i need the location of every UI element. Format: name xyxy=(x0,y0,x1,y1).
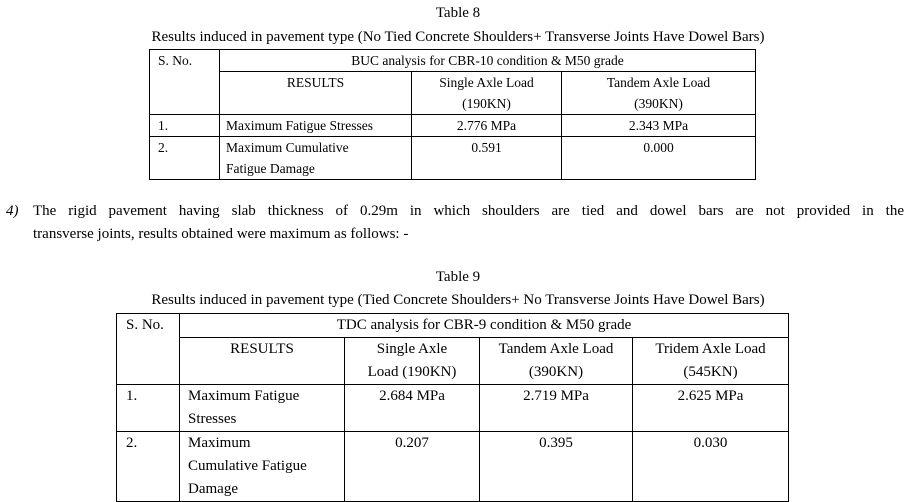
table-row xyxy=(117,338,789,385)
results-header: RESULTS xyxy=(180,338,345,385)
column-header-line: Tandem Axle Load xyxy=(606,75,711,90)
results-header: RESULTS xyxy=(220,72,412,115)
sno-header: S. No. xyxy=(150,50,220,115)
row-label-line: Stresses xyxy=(188,411,237,427)
paragraph-line: transverse joints, results obtained were maximum as follows: - xyxy=(33,226,409,242)
table-9-title: Table 9 xyxy=(435,269,481,285)
table-cell: 0.395 xyxy=(480,432,633,502)
row-label-line: Damage xyxy=(188,481,238,497)
column-header-line: (545KN) xyxy=(683,364,738,380)
table-row xyxy=(150,50,756,72)
table-8-title: Table 8 xyxy=(435,5,481,21)
row-label-line: Maximum Fatigue xyxy=(188,388,300,404)
row-number: 2. xyxy=(150,137,220,180)
table-9 xyxy=(116,313,789,502)
row-number: 1. xyxy=(117,385,180,432)
table-9-caption: Results induced in pavement type (Tied Concrete Shoulders+ No Transverse Joints Have Dowel Bars) xyxy=(151,292,765,308)
row-number: 1. xyxy=(150,115,220,137)
row-label-line: Maximum Cumulative xyxy=(226,140,349,155)
paragraph-line: The rigid pavement having slab thickness of 0.29m in which shoulders are tied and dowel bars are not provided in the xyxy=(33,203,904,219)
column-header-line: (390KN) xyxy=(634,96,683,111)
table-row xyxy=(117,432,789,502)
column-header xyxy=(633,338,789,385)
table-cell: 2.343 MPa xyxy=(562,115,756,137)
paragraph-number: 4) xyxy=(6,203,19,219)
table-row xyxy=(150,72,756,115)
table-cell: 0.000 xyxy=(562,137,756,180)
column-header-line: Single Axle xyxy=(376,341,448,357)
row-label xyxy=(180,432,345,502)
row-label: Maximum Fatigue Stresses xyxy=(220,115,412,137)
table-8-caption: Results induced in pavement type (No Tied Concrete Shoulders+ Transverse Joints Have Dowel Bars) xyxy=(151,29,765,45)
column-header xyxy=(412,72,562,115)
table-8 xyxy=(149,49,756,180)
table-cell: 0.591 xyxy=(412,137,562,180)
row-number: 2. xyxy=(117,432,180,502)
table-row xyxy=(150,137,756,180)
sno-header: S. No. xyxy=(117,314,180,385)
column-header-line: Single Axle Load xyxy=(439,75,534,90)
analysis-header: TDC analysis for CBR-9 condition & M50 grade xyxy=(180,314,789,338)
table-cell: 0.030 xyxy=(633,432,789,502)
analysis-header: BUC analysis for CBR-10 condition & M50 grade xyxy=(220,50,756,72)
column-header-line: Tridem Axle Load xyxy=(655,341,766,357)
table-cell: 2.625 MPa xyxy=(633,385,789,432)
column-header-line: (190KN) xyxy=(462,96,511,111)
row-label-line: Fatigue Damage xyxy=(226,161,315,176)
column-header-line: (390KN) xyxy=(528,364,584,380)
column-header-line: Tandem Axle Load xyxy=(498,341,614,357)
column-header xyxy=(480,338,633,385)
table-cell: 2.684 MPa xyxy=(345,385,480,432)
row-label xyxy=(220,137,412,180)
table-row xyxy=(117,385,789,432)
column-header-line: Load (190KN) xyxy=(367,364,457,380)
table-cell: 0.207 xyxy=(345,432,480,502)
row-label xyxy=(180,385,345,432)
table-row xyxy=(150,115,756,137)
table-row xyxy=(117,314,789,338)
row-label-line: Maximum xyxy=(188,435,251,451)
table-cell: 2.776 MPa xyxy=(412,115,562,137)
column-header xyxy=(562,72,756,115)
column-header xyxy=(345,338,480,385)
table-cell: 2.719 MPa xyxy=(480,385,633,432)
row-label-line: Cumulative Fatigue xyxy=(188,458,307,474)
